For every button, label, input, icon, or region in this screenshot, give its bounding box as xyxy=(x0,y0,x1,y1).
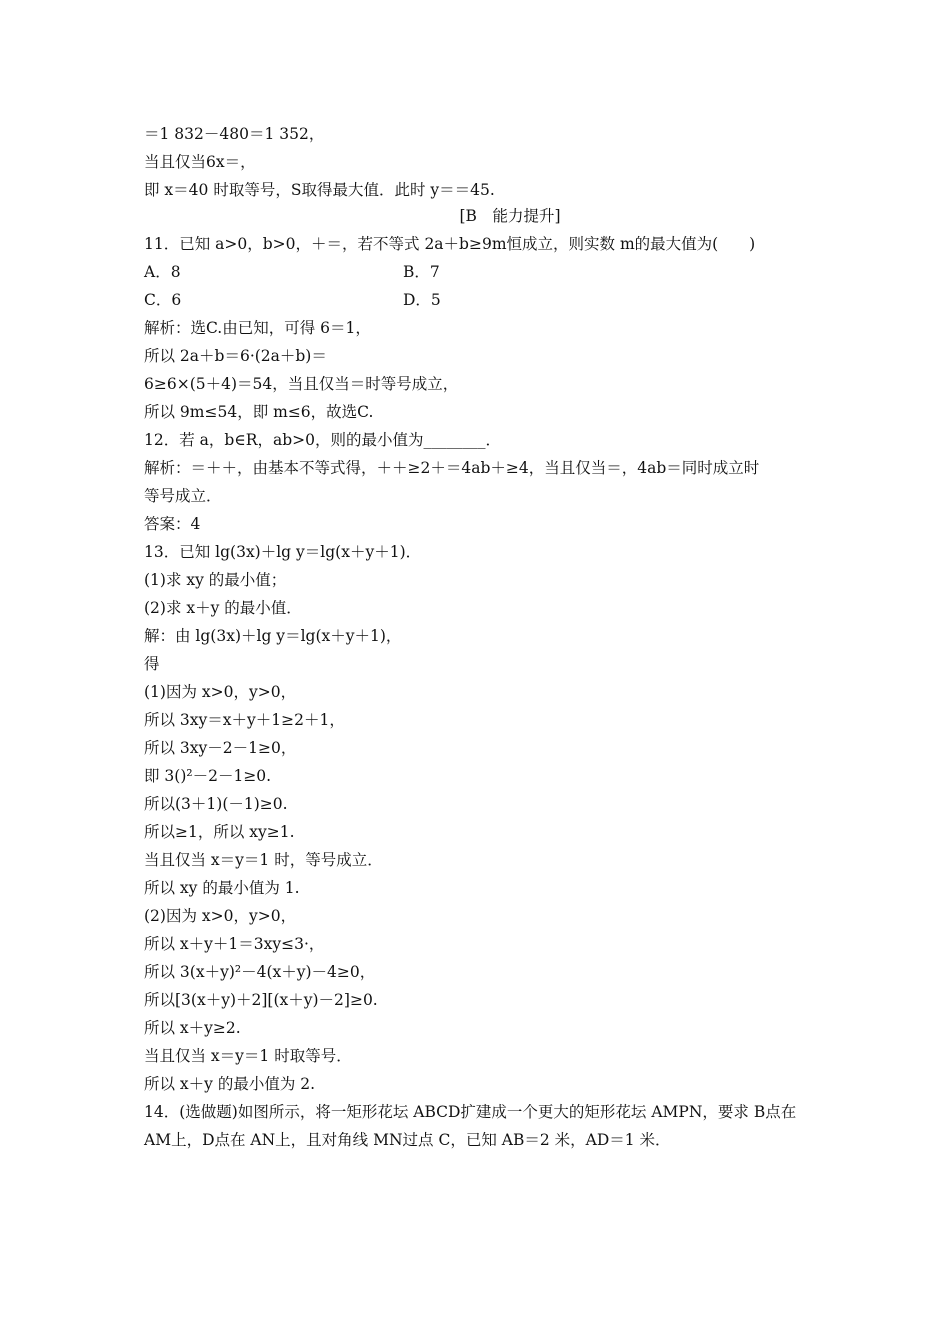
text-line: 所以 x＋y＋1＝3xy≤3·， xyxy=(144,935,325,953)
text-line: 所以 xy 的最小值为 1. xyxy=(144,879,300,897)
text-line: 解析：＝＋＋，由基本不等式得，＋＋≥2＋＝4ab＋≥4，当且仅当＝，4ab＝同时成立时 xyxy=(144,459,760,477)
text-line: 即 x＝40 时取等号，S取得最大值．此时 y＝＝45. xyxy=(144,181,495,199)
text-line: 所以 3(x＋y)²－4(x＋y)－4≥0， xyxy=(144,963,376,981)
text-line: 即 3()²－2－1≥0. xyxy=(144,767,272,785)
text-line: 所以 x＋y≥2. xyxy=(144,1019,241,1037)
option-a: A．8 xyxy=(144,263,181,281)
text-line: 所以(3＋1)(－1)≥0. xyxy=(144,795,288,813)
text-line: AM上，D点在 AN上，且对角线 MN过点 C，已知 AB＝2 米，AD＝1 米． xyxy=(144,1131,671,1149)
text-line: 所以 2a＋b＝6·(2a＋b)＝ xyxy=(144,347,327,365)
text-line: 所以 3xy＝x＋y＋1≥2＋1， xyxy=(144,711,345,729)
text-line: 6≥6×(5＋4)＝54，当且仅当＝时等号成立， xyxy=(144,375,459,393)
option-c: C．6 xyxy=(144,291,182,309)
text-line: (2)求 x＋y 的最小值． xyxy=(144,599,302,617)
question-12: 12．若 a，b∈R，ab>0，则的最小值为________． xyxy=(144,431,501,449)
section-heading: [B 能力提升] xyxy=(459,207,561,225)
text-line: 当且仅当 x＝y＝1 时取等号． xyxy=(144,1047,352,1065)
text-line: 所以[3(x＋y)＋2][(x＋y)－2]≥0. xyxy=(144,991,378,1009)
text-line: (2)因为 x>0，y>0， xyxy=(144,907,297,925)
text-line: 解：由 lg(3x)＋lg y＝lg(x＋y＋1)， xyxy=(144,627,402,645)
text-line: 所以 x＋y 的最小值为 2. xyxy=(144,1075,316,1093)
text-line: (1)因为 x>0，y>0， xyxy=(144,683,297,701)
text-line: 所以≥1，所以 xy≥1. xyxy=(144,823,295,841)
text-line: 解析：选C.由已知，可得 6＝1， xyxy=(144,319,371,337)
text-line: 得 xyxy=(144,655,160,673)
text-line: 所以 9m≤54，即 m≤6，故选C. xyxy=(144,403,374,421)
question-13: 13．已知 lg(3x)＋lg y＝lg(x＋y＋1)． xyxy=(144,543,422,561)
text-line: 所以 3xy－2－1≥0， xyxy=(144,739,297,757)
text-line: 等号成立． xyxy=(144,487,222,505)
question-14: 14．(选做题)如图所示，将一矩形花坛 ABCD扩建成一个更大的矩形花坛 AMPN，要求 B点在 xyxy=(144,1103,797,1121)
text-line: (1)求 xy 的最小值； xyxy=(144,571,287,589)
question-11: 11．已知 a>0，b>0，＋＝，若不等式 2a＋b≥9m恒成立，则实数 m的最大值为( ) xyxy=(144,235,756,253)
option-b: B．7 xyxy=(403,263,440,281)
text-line: 当且仅当6x＝， xyxy=(144,153,256,171)
option-d: D．5 xyxy=(403,291,441,309)
text-line: 当且仅当 x＝y＝1 时，等号成立． xyxy=(144,851,383,869)
answer-line: 答案：4 xyxy=(144,515,201,533)
text-line: ＝1 832－480＝1 352， xyxy=(144,125,325,143)
